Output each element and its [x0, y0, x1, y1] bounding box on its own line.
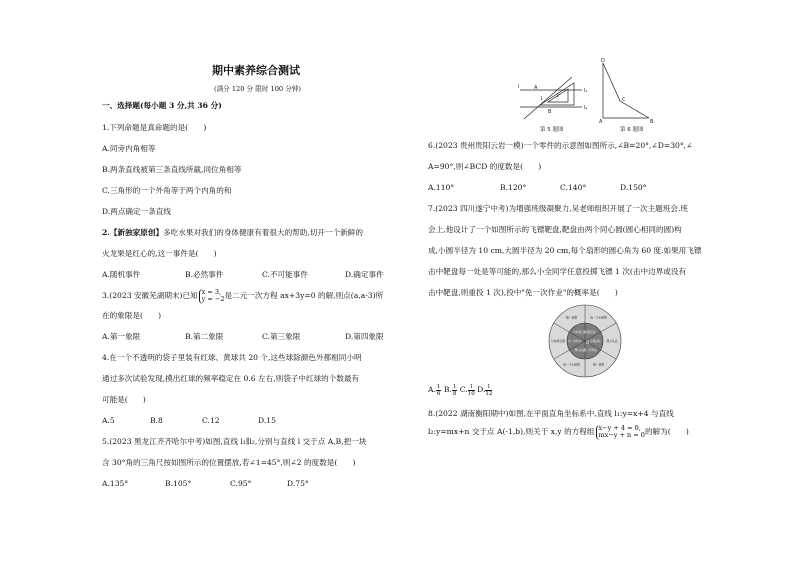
dartboard-inner-label: 免一次作业	[583, 349, 597, 353]
q4-line1: 4.在一个不透明的袋子里装有红球、黄球共 20 个,这些球除颜色外都相同小明	[102, 353, 362, 362]
q1-option-b: B.两条直线被第三条直线所截,同位角相等	[102, 165, 242, 174]
page-subtitle: (满分 120 分 限时 100 分钟)	[214, 85, 301, 93]
q3-eq1: x = 3,	[201, 287, 222, 296]
dartboard-inner-label: 小组活动	[590, 340, 601, 343]
q5-option-b: B.105°	[165, 479, 192, 488]
q1-option-d: D.两点确定一条直线	[102, 207, 171, 216]
q2-option-d: D.确定事件	[345, 270, 384, 279]
q5-line1: 5.(2023 黑龙江齐齐哈尔中考)如图,直线 l₁∥l₂,分别与直线 l 交于点 A,B,把一块	[102, 437, 367, 446]
q8-equation-system	[596, 425, 645, 440]
q3-post: 是二元一次方程 ax+3y=0 的解,则点(a,a-3)所	[224, 291, 384, 300]
fig6-outer	[603, 63, 649, 118]
q8-eq2: mx−y + n = 0	[598, 431, 645, 439]
q6-option-c: C.140°	[560, 183, 587, 192]
fig5-caption: 第 5 题图	[540, 127, 564, 133]
dartboard-outer-label: 唱一首歌	[592, 362, 605, 367]
q6-line1: 6.(2023 贵州贵阳云岩一模)一个零件的示意图如图所示,∠B=20°,∠D=30°,∠	[428, 141, 693, 150]
q7-line1: 7.(2023 四川遂宁中考)为增强班级凝聚力,吴老师组织开展了一次主题班会.班	[428, 204, 688, 213]
q2-option-b: B.必然事件	[185, 270, 224, 279]
q3-line1	[102, 288, 383, 304]
fig5-label-l: l	[518, 84, 520, 90]
q3-option-d: D.第四象限	[345, 332, 384, 341]
q3-option-c: C.第三象限	[262, 332, 301, 341]
q3-option-b: B.第二象限	[185, 332, 224, 341]
q3-option-a: A.第一象限	[102, 332, 141, 341]
q8-post: 的解为( )	[644, 427, 689, 436]
dartboard-outer-label: 送一个小贴纸	[590, 315, 607, 320]
q7-option-c: C. $\frac{1}{10}$	[459, 383, 475, 397]
q4-option-a: A.5	[102, 416, 115, 425]
q3-equation-system	[199, 289, 225, 304]
fig6-inner	[603, 63, 649, 118]
fig5-label-l2: l₂	[584, 105, 588, 111]
q2-line1	[102, 228, 363, 238]
q1-option-a: A.同旁内角相等	[102, 144, 156, 153]
q2-line2: 火龙果是红心的,这一事件是( )	[102, 249, 217, 258]
q7-line5: 击中靶盘,则重投 1 次),投中"免一次作业"的概率是( )	[428, 288, 618, 297]
q7-line4: 击中靶盘每一处是等可能的,那么小全同学任意投掷飞镖 1 次(击中边界或没有	[428, 267, 687, 276]
q7-option-a: A. $\frac{1}{6}$	[428, 383, 441, 397]
q2-line1-text: 多吃水果对我们的身体健康有着很大的帮助,切开一个新鲜的	[163, 228, 363, 237]
q7-line2: 会上,他设计了一个如图所示的飞镖靶盘,靶盘由两个同心圆(圆心相同的圆)构	[428, 225, 682, 234]
dartboard-outer-label: 与老师合影	[551, 339, 565, 343]
q4-option-b: B.8	[150, 416, 163, 425]
fig6-label-a: A	[599, 119, 603, 125]
fig6-caption: 第 6 题图	[620, 127, 644, 133]
section-heading: 一、选择题(每小题 3 分,共 36 分)	[102, 101, 222, 110]
q2-option-a: A.随机事件	[102, 270, 141, 279]
dartboard-inner-label: 小组活动	[585, 330, 596, 334]
dartboard-inner-label: 得小礼品	[574, 349, 585, 353]
dartboard-outer-label: 送一个小贴纸	[563, 362, 580, 367]
q5-option-d: D.75°	[287, 479, 309, 488]
fig6-label-b: B	[650, 119, 654, 125]
dartboard-center-label: O	[586, 340, 590, 345]
q7-dartboard	[540, 303, 630, 379]
q2-tag: 2.【新独家原创】	[102, 228, 164, 237]
q4-option-c: C.12	[202, 416, 220, 425]
q1-option-c: C.三角形的一个外角等于两个内角的和	[102, 186, 232, 195]
figure-q5-q6	[510, 55, 670, 135]
q6-line2: A=90°,则∠BCD 的度数是( )	[428, 162, 542, 171]
q6-option-d: D.150°	[620, 183, 647, 192]
q8-eq1: x−y + 4 = 0,	[598, 423, 641, 432]
fig5-label-2: 2	[556, 94, 559, 99]
q8-pre: l₂:y=mx+n 交于点 A(-1,b),则关于 x,y 的方程组	[428, 427, 595, 436]
figure-q6	[603, 63, 649, 118]
fig6-label-d: D	[601, 58, 605, 64]
dartboard-inner-label: 免一次作业	[568, 340, 582, 343]
dartboard-outer-label: 唱一首歌	[565, 315, 578, 320]
q3-line2: 在的象限是( )	[102, 311, 162, 320]
q2-option-c: C.不可能事件	[262, 270, 308, 279]
q1-stem: 1.下列命题是真命题的是( )	[102, 123, 207, 132]
page-title: 期中素养综合测试	[212, 64, 300, 77]
fig5-label-l1: l₁	[584, 88, 588, 94]
q3-pre: 3.(2023 安徽芜湖期末)已知	[102, 291, 198, 300]
q8-line1: 8.(2022 湖南衡阳期中)如图,在平面直角坐标系中,直线 l₁:y=x+4 与直线	[428, 409, 674, 418]
q6-option-a: A.110°	[428, 183, 455, 192]
fig5-label-1: 1	[540, 97, 543, 102]
dartboard-inner-label: 与老师合影	[573, 330, 587, 334]
q5-option-c: C.95°	[230, 479, 252, 488]
q3-eq2: y = −2	[201, 295, 225, 303]
q7-line3: 成,小圆半径为 10 cm,大圆半径为 20 cm,每个扇形的圆心角为 60 度.如果用飞镖	[428, 246, 702, 255]
q4-line3: 可能是( )	[102, 395, 146, 404]
q4-line2: 通过多次试验发现,摸出红球的频率稳定在 0.6 左右,则袋子中红球的个数最有	[102, 374, 360, 383]
q5-line2: 含 30°角的三角尺按如图所示的位置摆放,若∠1=45°,则∠2 的度数是( )	[102, 458, 356, 467]
dartboard-outer-label: 得小礼品	[606, 339, 618, 343]
q7-option-b: B. $\frac{1}{8}$	[443, 383, 457, 397]
fig5-label-a: A	[534, 85, 538, 91]
q7-options	[428, 383, 492, 397]
q8-line2	[428, 424, 689, 440]
fig5-label-b: B	[548, 109, 552, 115]
q5-option-a: A.135°	[102, 479, 129, 488]
q7-option-d: D. $\frac{1}{12}$	[477, 383, 493, 397]
q6-option-b: B.120°	[500, 183, 527, 192]
q4-option-d: D.15	[258, 416, 276, 425]
fig6-label-c: C	[622, 97, 626, 103]
